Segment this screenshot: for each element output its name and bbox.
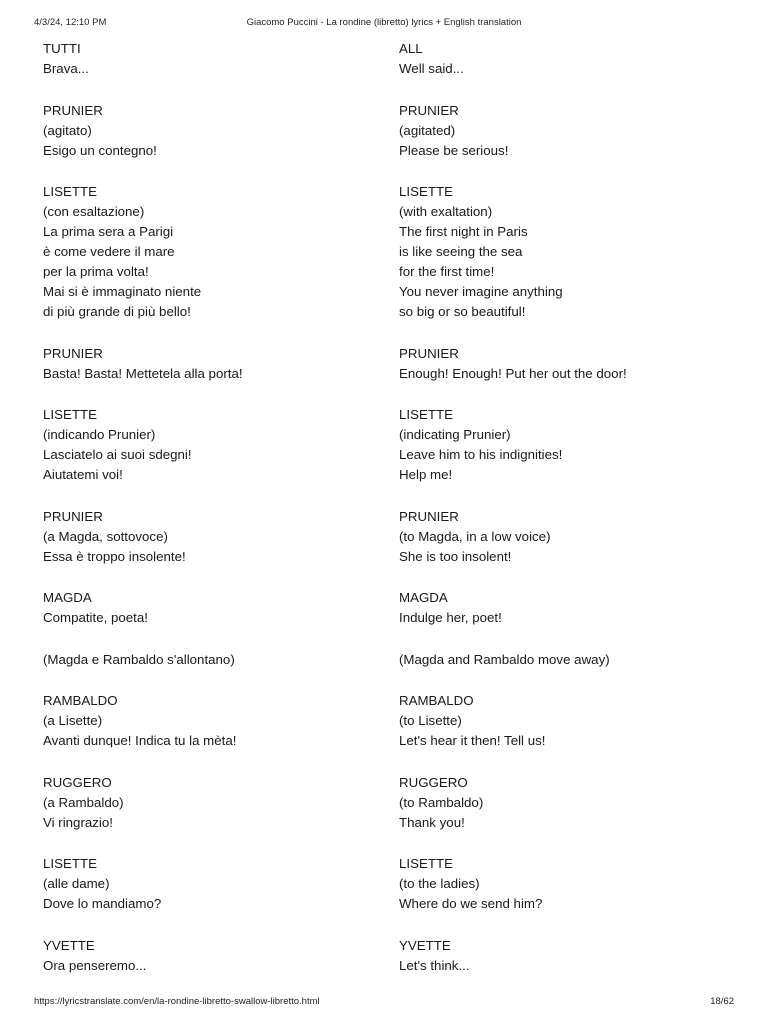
print-footer xyxy=(34,996,734,1008)
libretto-line: LISETTE xyxy=(43,184,97,199)
italian-text xyxy=(43,936,399,976)
libretto-block xyxy=(43,101,743,161)
libretto-line: MAGDA xyxy=(399,590,448,605)
libretto-line: (a Magda, sottovoce) xyxy=(43,528,168,544)
libretto-line: Basta! Basta! Mettetela alla porta! xyxy=(43,365,243,381)
libretto-line: MAGDA xyxy=(43,590,92,605)
libretto-line: Indulge her, poet! xyxy=(399,610,502,625)
libretto-line: Lasciatelo ai suoi sdegni! xyxy=(43,447,192,462)
libretto-line: RUGGERO xyxy=(399,774,468,790)
english-translation xyxy=(399,854,739,914)
libretto-line: PRUNIER xyxy=(43,508,103,524)
libretto-line: so big or so beautiful! xyxy=(399,304,526,319)
italian-text xyxy=(43,773,399,833)
page-number: 18/62 xyxy=(710,996,734,1007)
libretto-line: (Magda e Rambaldo s'allontano) xyxy=(43,651,235,667)
libretto-line: (to Magda, in a low voice) xyxy=(399,528,551,544)
libretto-line: (a Rambaldo) xyxy=(43,794,124,810)
print-header xyxy=(34,17,734,29)
libretto-line: The first night in Paris xyxy=(399,224,528,239)
libretto-text xyxy=(43,39,743,997)
page-url: https://lyricstranslate.com/en/la-rondine-libretto-swallow-libretto.html xyxy=(34,996,320,1007)
libretto-line: RAMBALDO xyxy=(399,693,474,708)
libretto-line: (indicating Prunier) xyxy=(399,427,511,442)
english-translation xyxy=(399,507,739,567)
english-translation xyxy=(399,691,739,751)
italian-text xyxy=(43,101,399,161)
libretto-line: LISETTE xyxy=(43,407,97,422)
italian-text xyxy=(43,588,399,628)
libretto-block xyxy=(43,854,743,914)
libretto-block xyxy=(43,936,743,976)
libretto-line: for the first time! xyxy=(399,264,495,279)
libretto-block xyxy=(43,182,743,322)
english-translation xyxy=(399,650,739,670)
libretto-line: PRUNIER xyxy=(399,102,459,118)
libretto-line: Vi ringrazio! xyxy=(43,814,113,830)
libretto-line: You never imagine anything xyxy=(399,284,563,299)
italian-text xyxy=(43,344,399,384)
libretto-line: (a Lisette) xyxy=(43,713,103,728)
libretto-line: (to Rambaldo) xyxy=(399,794,484,810)
english-translation xyxy=(399,588,739,628)
libretto-line: ALL xyxy=(399,41,423,56)
english-translation xyxy=(399,405,739,485)
libretto-line: (Magda and Rambaldo move away) xyxy=(399,651,610,667)
libretto-line: Leave him to his indignities! xyxy=(399,447,563,462)
libretto-line: Where do we send him? xyxy=(399,896,543,911)
italian-text xyxy=(43,650,399,670)
libretto-line: PRUNIER xyxy=(399,508,459,524)
italian-text xyxy=(43,507,399,567)
libretto-line: LISETTE xyxy=(399,184,453,199)
english-translation xyxy=(399,344,739,384)
libretto-line: TUTTI xyxy=(43,41,81,56)
libretto-block xyxy=(43,344,743,384)
page-title: Giacomo Puccini - La rondine (libretto) lyrics + English translation xyxy=(246,17,522,28)
libretto-line: Let's think... xyxy=(399,957,470,973)
libretto-line: Well said... xyxy=(399,61,464,76)
libretto-block xyxy=(43,39,743,79)
libretto-line: Brava... xyxy=(43,61,89,76)
libretto-block xyxy=(43,691,743,751)
libretto-line: Help me! xyxy=(399,467,453,482)
libretto-line: LISETTE xyxy=(399,407,453,422)
libretto-line: Thank you! xyxy=(399,814,465,830)
libretto-line: Essa è troppo insolente! xyxy=(43,548,186,564)
english-translation xyxy=(399,773,739,833)
english-translation xyxy=(399,101,739,161)
english-translation xyxy=(399,182,739,322)
libretto-line: (agitato) xyxy=(43,122,92,138)
libretto-line: RAMBALDO xyxy=(43,693,118,708)
libretto-line: LISETTE xyxy=(399,856,453,871)
italian-text xyxy=(43,39,399,79)
libretto-line: Please be serious! xyxy=(399,142,509,158)
libretto-line: PRUNIER xyxy=(43,345,103,361)
libretto-block xyxy=(43,405,743,485)
italian-text xyxy=(43,182,399,322)
italian-text xyxy=(43,691,399,751)
libretto-line: (con esaltazione) xyxy=(43,204,145,219)
libretto-line: YVETTE xyxy=(43,937,95,953)
libretto-line: (alle dame) xyxy=(43,876,110,891)
libretto-line: (to Lisette) xyxy=(399,713,462,728)
libretto-line: Compatite, poeta! xyxy=(43,610,148,625)
print-datetime: 4/3/24, 12:10 PM xyxy=(34,17,107,28)
libretto-line: La prima sera a Parigi xyxy=(43,224,174,239)
libretto-line: She is too insolent! xyxy=(399,548,512,564)
libretto-line: è come vedere il mare xyxy=(43,244,175,259)
libretto-line: PRUNIER xyxy=(43,102,103,118)
libretto-line: YVETTE xyxy=(399,937,451,953)
libretto-line: Mai si è immaginato niente xyxy=(43,284,202,299)
libretto-block xyxy=(43,507,743,567)
libretto-line: per la prima volta! xyxy=(43,264,149,279)
libretto-block xyxy=(43,588,743,628)
libretto-line: (agitated) xyxy=(399,122,456,138)
libretto-line: LISETTE xyxy=(43,856,97,871)
libretto-line: PRUNIER xyxy=(399,345,459,361)
libretto-line: Avanti dunque! Indica tu la mèta! xyxy=(43,733,237,748)
libretto-line: di più grande di più bello! xyxy=(43,304,191,319)
libretto-block xyxy=(43,650,743,670)
libretto-line: RUGGERO xyxy=(43,774,112,790)
libretto-line: Esigo un contegno! xyxy=(43,142,157,158)
libretto-line: (indicando Prunier) xyxy=(43,427,156,442)
libretto-line: Dove lo mandiamo? xyxy=(43,896,162,911)
italian-text xyxy=(43,405,399,485)
libretto-line: Let's hear it then! Tell us! xyxy=(399,733,546,748)
libretto-line: (with exaltation) xyxy=(399,204,493,219)
libretto-line: Aiutatemi voi! xyxy=(43,467,123,482)
libretto-line: Enough! Enough! Put her out the door! xyxy=(399,365,627,381)
libretto-block xyxy=(43,773,743,833)
english-translation xyxy=(399,39,739,79)
italian-text xyxy=(43,854,399,914)
libretto-line: Ora penseremo... xyxy=(43,957,147,973)
english-translation xyxy=(399,936,739,976)
libretto-line: is like seeing the sea xyxy=(399,244,523,259)
libretto-line: (to the ladies) xyxy=(399,876,480,891)
